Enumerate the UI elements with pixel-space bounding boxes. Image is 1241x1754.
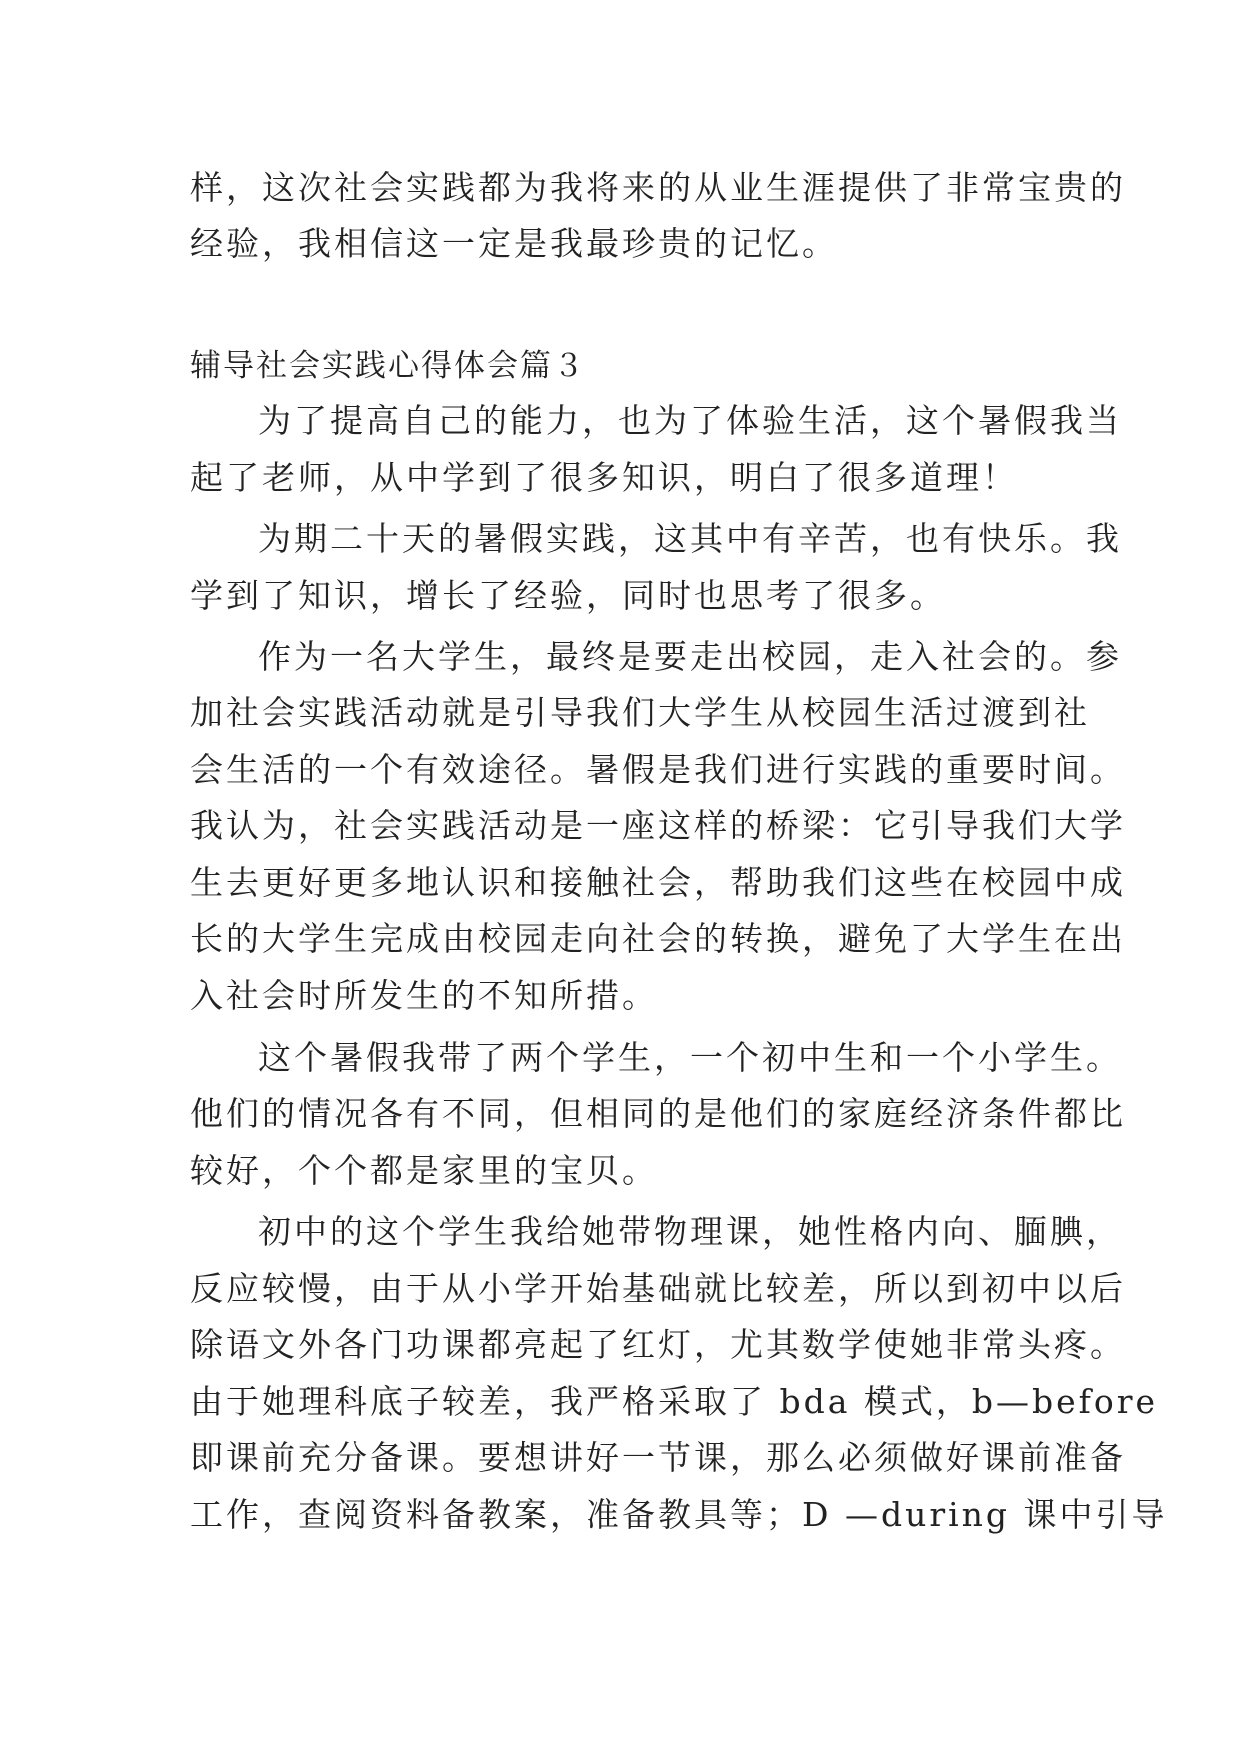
text-line: 除语文外各门功课都亮起了红灯，尤其数学使她非常头疼。 [190,1325,1126,1364]
text-line: 生去更好更多地认识和接触社会，帮助我们这些在校园中成 [190,863,1126,902]
text-line: 加社会实践活动就是引导我们大学生从校园生活过渡到社 [190,693,1090,732]
text-line: 由于她理科底子较差，我严格采取了 bda 模式，b—before [190,1382,1159,1421]
text-line: 作为一名大学生，最终是要走出校园，走入社会的。参 [258,637,1122,676]
text-line: 会生活的一个有效途径。暑假是我们进行实践的重要时间。 [190,750,1126,789]
text-line: 经验，我相信这一定是我最珍贵的记忆。 [190,224,838,263]
text-line: 入社会时所发生的不知所措。 [190,976,658,1015]
text-line: 长的大学生完成由校园走向社会的转换，避免了大学生在出 [190,919,1126,958]
text-line: 为期二十天的暑假实践，这其中有辛苦，也有快乐。我 [258,519,1122,558]
text-line: 这个暑假我带了两个学生，一个初中生和一个小学生。 [258,1038,1122,1077]
text-line: 学到了知识，增长了经验，同时也思考了很多。 [190,576,946,615]
section-title: 辅导社会实践心得体会篇３ [190,348,586,384]
text-line: 工作，查阅资料备教案，准备教具等；D —during 课中引导 [190,1495,1168,1534]
text-line: 我认为，社会实践活动是一座这样的桥梁：它引导我们大学 [190,806,1126,845]
text-line: 较好，个个都是家里的宝贝。 [190,1151,658,1190]
text-line: 即课前充分备课。要想讲好一节课，那么必须做好课前准备 [190,1438,1126,1477]
text-line: 他们的情况各有不同，但相同的是他们的家庭经济条件都比 [190,1094,1126,1133]
text-line: 反应较慢，由于从小学开始基础就比较差，所以到初中以后 [190,1269,1126,1308]
text-line: 为了提高自己的能力，也为了体验生活，这个暑假我当 [258,401,1122,440]
text-line: 起了老师，从中学到了很多知识，明白了很多道理！ [190,458,1018,497]
text-line: 初中的这个学生我给她带物理课，她性格内向、腼腆， [258,1212,1122,1251]
text-line: 样，这次社会实践都为我将来的从业生涯提供了非常宝贵的 [190,168,1126,207]
